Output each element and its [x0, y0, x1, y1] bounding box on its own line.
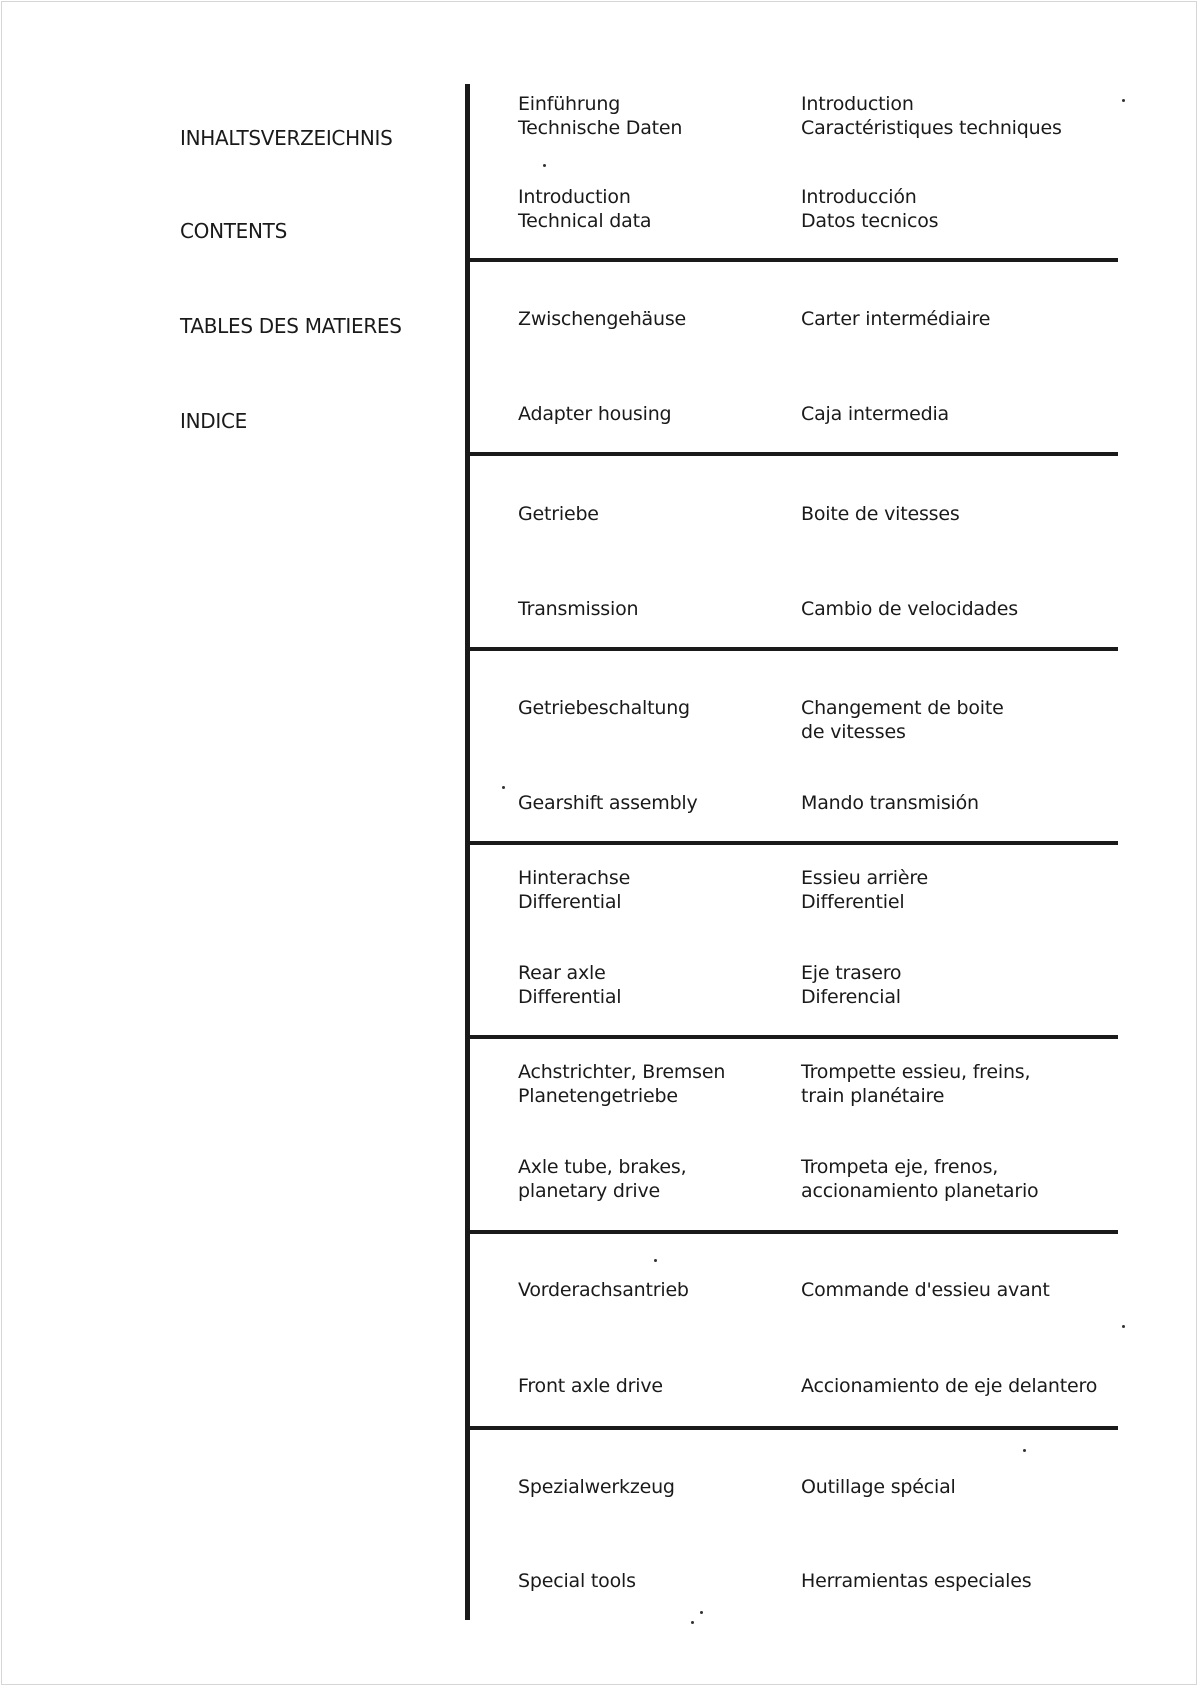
- entry-french: Commande d'essieu avant: [801, 1279, 1050, 1301]
- heading-tables-des-matieres: TABLES DES MATIERES: [180, 314, 402, 338]
- entry-german: Vorderachsantrieb: [518, 1279, 689, 1301]
- entry-spanish: Caja intermedia: [801, 403, 949, 425]
- heading-indice: INDICE: [180, 409, 247, 433]
- scan-speck: [1122, 99, 1125, 102]
- scan-speck: [1122, 1325, 1125, 1328]
- entry-english: Rear axle Differential: [518, 962, 622, 1008]
- entry-french: Trompette essieu, freins, train planétaire: [801, 1061, 1031, 1107]
- heading-contents: CONTENTS: [180, 219, 287, 243]
- entry-german: Getriebe: [518, 503, 599, 525]
- scan-speck: [543, 164, 546, 167]
- entry-french: Changement de boite de vitesses: [801, 697, 1004, 743]
- scan-speck: [700, 1611, 703, 1614]
- entry-spanish: Herramientas especiales: [801, 1570, 1032, 1592]
- entry-english: Front axle drive: [518, 1375, 663, 1397]
- section-divider: [467, 452, 1118, 456]
- section-divider: [467, 1426, 1118, 1430]
- entry-french: Outillage spécial: [801, 1476, 956, 1498]
- entry-spanish: Mando transmisión: [801, 792, 979, 814]
- entry-german: Achstrichter, Bremsen Planetengetriebe: [518, 1061, 726, 1107]
- entry-english: Axle tube, brakes, planetary drive: [518, 1156, 687, 1202]
- scan-speck: [1023, 1449, 1026, 1452]
- heading-inhaltsverzeichnis: INHALTSVERZEICHNIS: [180, 126, 393, 150]
- entry-french: Introduction Caractéristiques techniques: [801, 93, 1062, 139]
- section-divider: [467, 841, 1118, 845]
- entry-french: Boite de vitesses: [801, 503, 960, 525]
- section-divider: [467, 647, 1118, 651]
- entry-english: Adapter housing: [518, 403, 672, 425]
- entry-french: Essieu arrière Differentiel: [801, 867, 929, 913]
- entry-english: Introduction Technical data: [518, 186, 652, 232]
- entry-french: Carter intermédiaire: [801, 308, 991, 330]
- scan-speck: [691, 1621, 694, 1624]
- entry-spanish: Introducción Datos tecnicos: [801, 186, 939, 232]
- section-divider: [467, 1035, 1118, 1039]
- entry-spanish: Trompeta eje, frenos, accionamiento planetario: [801, 1156, 1039, 1202]
- entry-german: Spezialwerkzeug: [518, 1476, 675, 1498]
- entry-spanish: Eje trasero Diferencial: [801, 962, 902, 1008]
- scan-speck: [654, 1259, 657, 1262]
- entry-german: Hinterachse Differential: [518, 867, 631, 913]
- entry-spanish: Cambio de velocidades: [801, 598, 1018, 620]
- vertical-rule: [465, 84, 470, 1620]
- entry-english: Transmission: [518, 598, 639, 620]
- section-divider: [467, 258, 1118, 262]
- scan-speck: [502, 786, 505, 789]
- entry-english: Gearshift assembly: [518, 792, 698, 814]
- entry-german: Getriebeschaltung: [518, 697, 690, 719]
- entry-spanish: Accionamiento de eje delantero: [801, 1375, 1098, 1397]
- entry-german: Einführung Technische Daten: [518, 93, 683, 139]
- entry-german: Zwischengehäuse: [518, 308, 687, 330]
- entry-english: Special tools: [518, 1570, 636, 1592]
- section-divider: [467, 1230, 1118, 1234]
